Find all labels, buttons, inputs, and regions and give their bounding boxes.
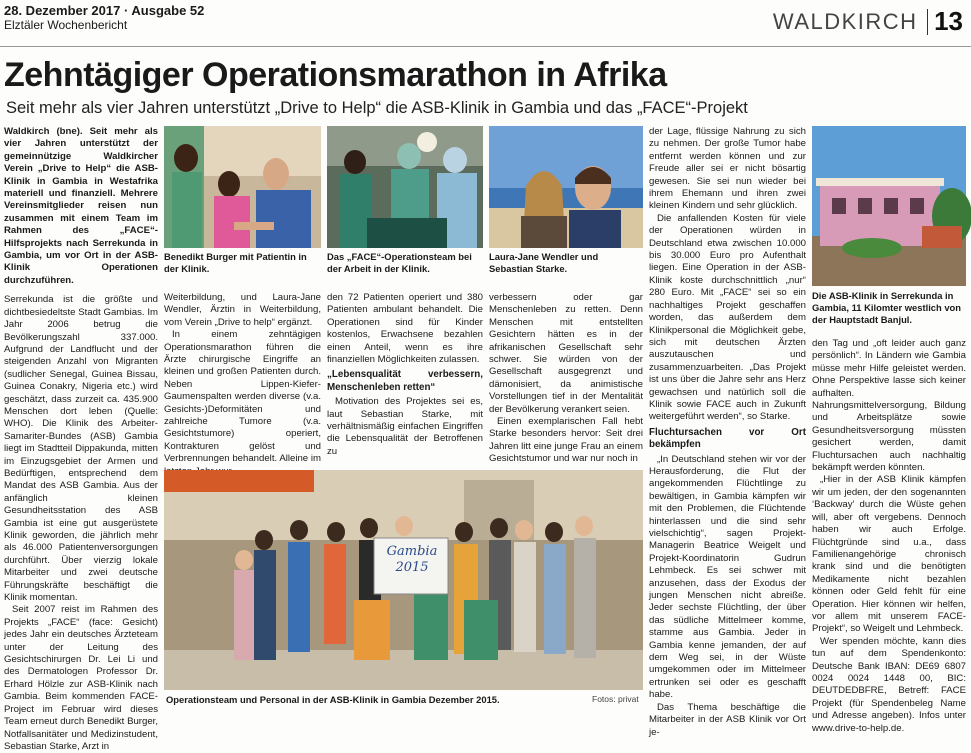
photo-wendler-starke (489, 126, 643, 248)
paragraph: „Hier in der ASB Klinik kämpfen wir um jeden, der den sogenannten ‘Backway’ durch die Wüste gehen will, aber oft vergebens. Dennoch haben wir auch Erfolge. Flüchtgründe sind u.a., dass Familienangehörige chronisch krank sind und die benötigten Medikamente nicht bezahlen können oder Geld fehlt für eine Operation. Hier können wir helfen, vor allem mit unserem FACE-Projekt“, so Weigelt und Lehmbeck. (812, 474, 966, 635)
photo-credit: Fotos: privat (592, 694, 639, 704)
lead-paragraph: Waldkirch (bne). Seit mehr als vier Jahren unterstützt der gemeinnützige Waldkircher Verein „Drive to Help“ die ASB-Klinik in Gambia in Westafrika materiell und finanziell. Mehrere Vereinsmitglieder reisen nun zusammen mit einem Team im Rahmen des „FACE“-Hilfsprojekts nach Serrekunda in Gambia, um vor Ort in der ASB-Klinik Operationen durchzuführen. (4, 126, 158, 286)
paper-name: Elztäler Wochenbericht (4, 18, 128, 32)
headline: Zehntägiger Operationsmarathon in Afrika (4, 56, 667, 94)
column-3 (327, 292, 483, 458)
photo-burger-patient (164, 126, 321, 248)
header-divider (927, 9, 929, 35)
column-4 (489, 292, 643, 466)
paragraph: den Tag und „oft leider auch ganz persönlich“. In Ländern wie Gambia müsse mehr Hilfe geleistet werden. Ohne Perspektive lasse sich keiner aufhalten. Nahrungsmittelversorgung, Bildung und Arbeitsplätze sowie Gesundheitsversorgung müssten gesichert werden, damit Fluchtursachen auch nachhaltig bekämpft werden könnten. (812, 338, 966, 474)
paragraph: In einem zehntägigen Operationsmarathon führen die Ärzte chirurgische Eingriffe an kleinen und großen Patienten durch. Neben Lippen-Kiefer-Gaumenspalten werden diverse (v.a. Gesichts-)Deformitäten und zahlreiche Tumore (v.a. Gesichtstumore) operiert, Kontrakturen gelöst und Verbrennungen behandelt. Alleine im (164, 329, 321, 465)
paragraph: Einen exemplarischen Fall hebt Starke besonders hervor: Seit drei Jahren litt eine junge Frau an einem Gesichtstumor und war nur noch in (489, 416, 643, 465)
photo-group-team (164, 470, 643, 690)
paragraph: Motivation des Projektes sei es, laut Sebastian Starke, mit verhältnismäßig einfachen Eingriffen die Lebensqualität der Betroffenen zu (327, 396, 483, 457)
paragraph: verbessern oder gar Menschenleben zu retten. Denn Menschen mit entstellten Gesichtern hätten es in der afrikanischen Gesellschaft sehr schwer. Sie würden von der Gesellschaft ausgegrenzt und dämonisiert, da animistische Vorstellungen tief in der Mentalität der Bevölkerung verankert seien. (489, 292, 643, 415)
sign-title: Gambia (386, 544, 438, 559)
paragraph: Wer spenden möchte, kann dies tun auf dem Spendenkonto: Deutsche Bank IBAN: DE69 6807 0024 0024 1448 00, BIC: DEUTDEDBFRE, Betreff: FACE Projekt (für Spendenbeleg Name und Adresse angeben). Infos unter www.drive-to-help.de. (812, 635, 966, 734)
paragraph: der Lage, flüssige Nahrung zu sich zu nehmen. Der große Tumor habe entfernt werden können und zur Freude aller sei er nicht bösartig gewesen. Sie sei nun wieder bei ihrem Ehemann und ihren zwei kleinen Kindern und sehr glücklich. (649, 126, 806, 212)
paragraph: „In Deutschland stehen wir vor der Herausforderung, die Flut der angekommenden Flüchtlinge zu bewältigen, in Gambia kämpfen wir mit den Problemen, die Flüchtende hinterlassen und die sind sehr vielschichtig“, sagen Projekt-Managerin Beatrice Weigelt und Projekt-Koordinatorin Gudrun Lehmbeck. Es sei schwer mit anzusehen, dass der Exodus der jungen Menschen nicht abreiße. Jeder sechste Flüchtling, der über das südliche Mittelmeer komme, stamme aus Gambia. Jeder in Gambia kenne jemanden, der auf dem Weg sei, in der Wüste umgekommen oder im Mittelmeer ertrunken sei oder es geschafft habe. (649, 453, 806, 701)
paragraph: Das Thema beschäftige die Mitarbeiter in der ASB Klinik vor Ort je- (649, 701, 806, 738)
sign-year: 2015 (395, 560, 429, 575)
caption-photo1: Benedikt Burger mit Patientin in der Klinik. (164, 251, 307, 274)
paragraph: den 72 Patienten operiert und 380 Patienten ambulant behandelt. Die Operationen sind für Kinder kostenlos, Erwachsene bezahlen einen Anteil, wenn es ihre finanziellen Möglichkeiten zulassen. (327, 292, 483, 366)
photo-operating-team (327, 126, 483, 248)
paragraph: Seit 2007 reist im Rahmen des Projekts „FACE“ (face: Gesicht) jedes Jahr ein deutsches Ärzteteam unter der Leitung des Gesichtschirurgen Dr. Lei Li und des Dermatologen Professor Dr. Erhard Hölzle zur ASB-Klinik nach Gambia. Beim kommenden FACE-Project im Februar wird dieses Team erneut durch Benedikt Burger, Notfallsanitäter und Medizinstudent, Sebastian Starke, Arzt in (4, 604, 158, 752)
caption-photo2: Das „FACE“-Operationsteam bei der Arbeit in der Klinik. (327, 251, 472, 274)
photo-clinic-building (812, 126, 966, 286)
paragraph: Die anfallenden Kosten für viele der Operationen würden in Deutschland etwa zwischen 10.000 bis 30.000 Euro pro Aufenthalt liegen. Eine Operation in der ASB-Klinik koste durchschnittlich „nur“ 280 Euro. Mit „FACE“ sei so ein nachhaltiges Projekt geschaffen worden, das außerdem dem Klinikpersonal die Möglichkeit gebe, sich mit deutschen Ärzten auszutauschen und zusammenzuarbeiten. „Das Projekt ist uns über die Jahre sehr ans Herz gewachsen und natürlich soll die Klinik sowie FACE auch in Zukunft weitergeführt werden“, so Starke. (649, 212, 806, 423)
gambia-sign (381, 544, 443, 576)
subheading: Fluchtursachen vor Ort bekämpfen (649, 426, 806, 451)
column-2 (164, 292, 321, 478)
paragraph: Weiterbildung, und Laura-Jane Wendler, Ärztin in Weiterbildung, vom Verein „Drive to help“ ergänzt. (164, 292, 321, 328)
masthead (4, 4, 204, 32)
caption-photo3: Laura-Jane Wendler und Sebastian Starke. (489, 251, 599, 274)
page-number: 13 (934, 6, 963, 36)
section-title: WALDKIRCH (772, 8, 918, 34)
column-6 (812, 338, 966, 735)
column-5 (649, 126, 806, 739)
subheadline: Seit mehr als vier Jahren unterstützt „Drive to Help“ die ASB-Klinik in Gambia und das „FACE“-Projekt (6, 99, 748, 117)
subheading: „Lebensqualität verbessern, Menschenleben retten“ (327, 369, 483, 393)
caption-group: Operationsteam und Personal in der ASB-Klinik in Gambia Dezember 2015. (166, 694, 500, 705)
column-1 (4, 126, 158, 753)
caption-photo4: Die ASB-Klinik in Serrekunda in Gambia, 11 Kilomter westlich von der Hauptstadt Banjul. (812, 290, 962, 325)
header-rule (0, 46, 971, 47)
paragraph: Serrekunda ist die größte und dichtbesiedeltste Stadt Gambias. Im Jahr 2006 betrug die Bevölkerungszahl 337.000. Aufgrund der Landflucht und der steigenden Anzahl von Migranten (sudlicher Senegal, Guinea Bissau, Guinea Conakry, Nigeria etc.) wird geschätzt, dass zurzeit ca. 435.900 Menschen dort leben (Quelle: WHO). Die Klinik des Arbeiter-Samariter-Bundes (ASB) Gambia liegt im Stadtteil Dippakunda, mitten im Einzugsgebiet der Armen und Bedürftigen, entsprechend dem Mandat des ASB Gambia. Aus der anfänglich kleinen Gesundheitsstation des ASB Gambia ist eine gut ausgerüstete Klinik geworden, die jährlich mehr als 46.000 Patientenversorgungen durchführt. Über vierzig lokale Mitarbeiter und zwei deutsche Führungskräfte beschäftigt die Klinik momentan. (4, 294, 158, 604)
issue-date: 28. Dezember 2017 · Ausgabe 52 (4, 3, 205, 18)
section-header (773, 6, 963, 37)
